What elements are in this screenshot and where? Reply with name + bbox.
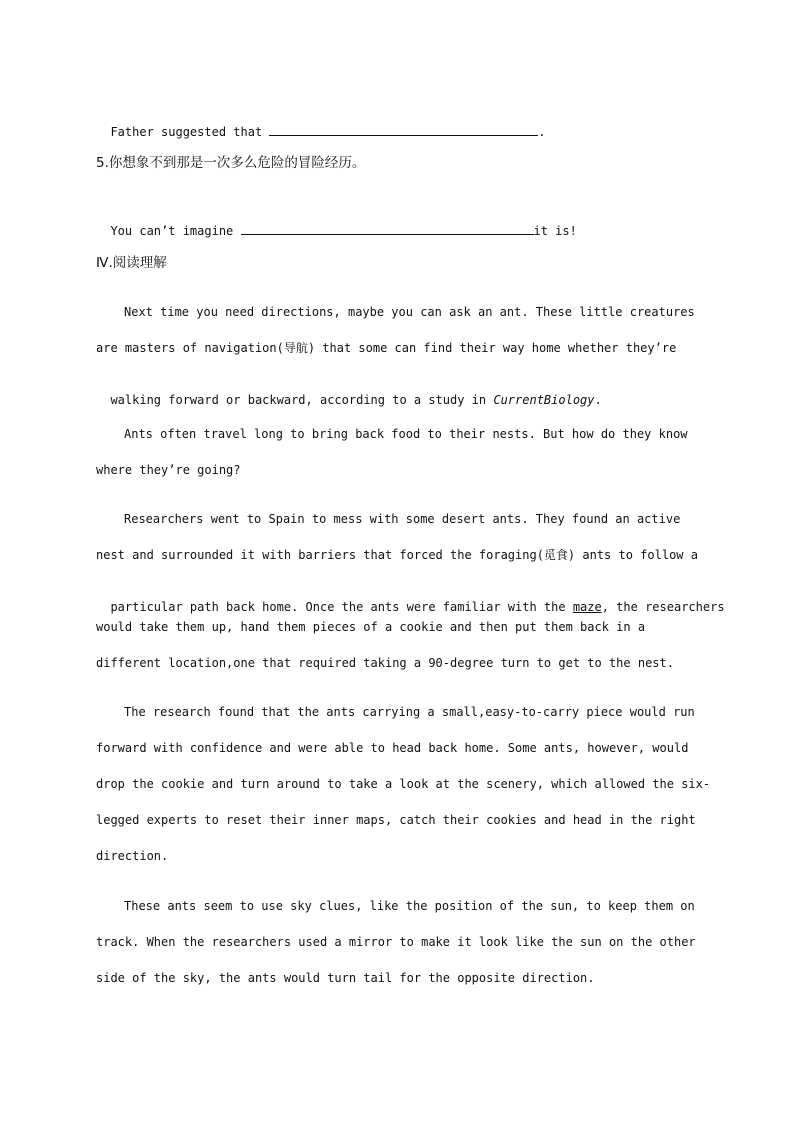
q5-answer-blank[interactable]: [241, 222, 534, 235]
journal-name: CurrentBiology: [493, 393, 595, 407]
p3-line-3: [96, 583, 725, 615]
p3-line-5: different location,one that required taking a 90-degree turn to get to the nest.: [96, 656, 674, 670]
q4-answer-line: [96, 107, 546, 140]
q5-answer-line: [96, 206, 577, 239]
p4-line-3: drop the cookie and turn around to take a look at the scenery, which allowed the six-: [96, 777, 711, 791]
q4-suffix: .: [538, 125, 546, 139]
q4-answer-blank[interactable]: [269, 123, 538, 136]
p5-line-1: These ants seem to use sky clues, like the position of the sun, to keep them on: [124, 899, 695, 913]
p3-line-1: Researchers went to Spain to mess with some desert ants. They found an active: [124, 512, 681, 526]
p3-line-3-pre: particular path back home. Once the ants were familiar with the: [110, 600, 573, 614]
p1-line-1: Next time you need directions, maybe you can ask an ant. These little creatures: [124, 305, 695, 319]
p3-line-3-post: , the researchers: [601, 600, 725, 614]
p4-line-4: legged experts to reset their inner maps, catch their cookies and head in the right: [96, 813, 696, 827]
q5-prefix: You can’t imagine: [110, 224, 241, 238]
underlined-word-maze: maze: [572, 600, 602, 614]
p4-line-2: forward with confidence and were able to head back home. Some ants, however, would: [96, 741, 689, 755]
p4-line-5: direction.: [96, 849, 169, 863]
p4-line-1: The research found that the ants carrying a small,easy-to-carry piece would run: [124, 705, 695, 719]
p2-line-2: where they’re going?: [96, 463, 241, 477]
p5-line-3: side of the sky, the ants would turn tail for the opposite direction.: [96, 971, 595, 985]
q4-prefix: Father suggested that: [110, 125, 270, 139]
p1-line-2: are masters of navigation(导航) that some can find their way home whether they’re: [96, 341, 677, 355]
q5-suffix: it is!: [533, 224, 577, 238]
p2-line-1: Ants often travel long to bring back food to their nests. But how do they know: [124, 427, 688, 441]
q5-prompt: 5.你想象不到那是一次多么危险的冒险经历。: [96, 155, 366, 171]
p1-line-3-post: .: [594, 393, 602, 407]
p5-line-2: track. When the researchers used a mirror to make it look like the sun on the other: [96, 935, 696, 949]
p1-line-3: [96, 376, 602, 408]
p1-line-3-pre: walking forward or backward, according to a study in: [110, 393, 494, 407]
p3-line-2: nest and surrounded it with barriers that forced the foraging(觅食) ants to follow a: [96, 548, 698, 562]
section-heading: Ⅳ.阅读理解: [96, 255, 167, 271]
p3-line-4: would take them up, hand them pieces of a cookie and then put them back in a: [96, 620, 646, 634]
